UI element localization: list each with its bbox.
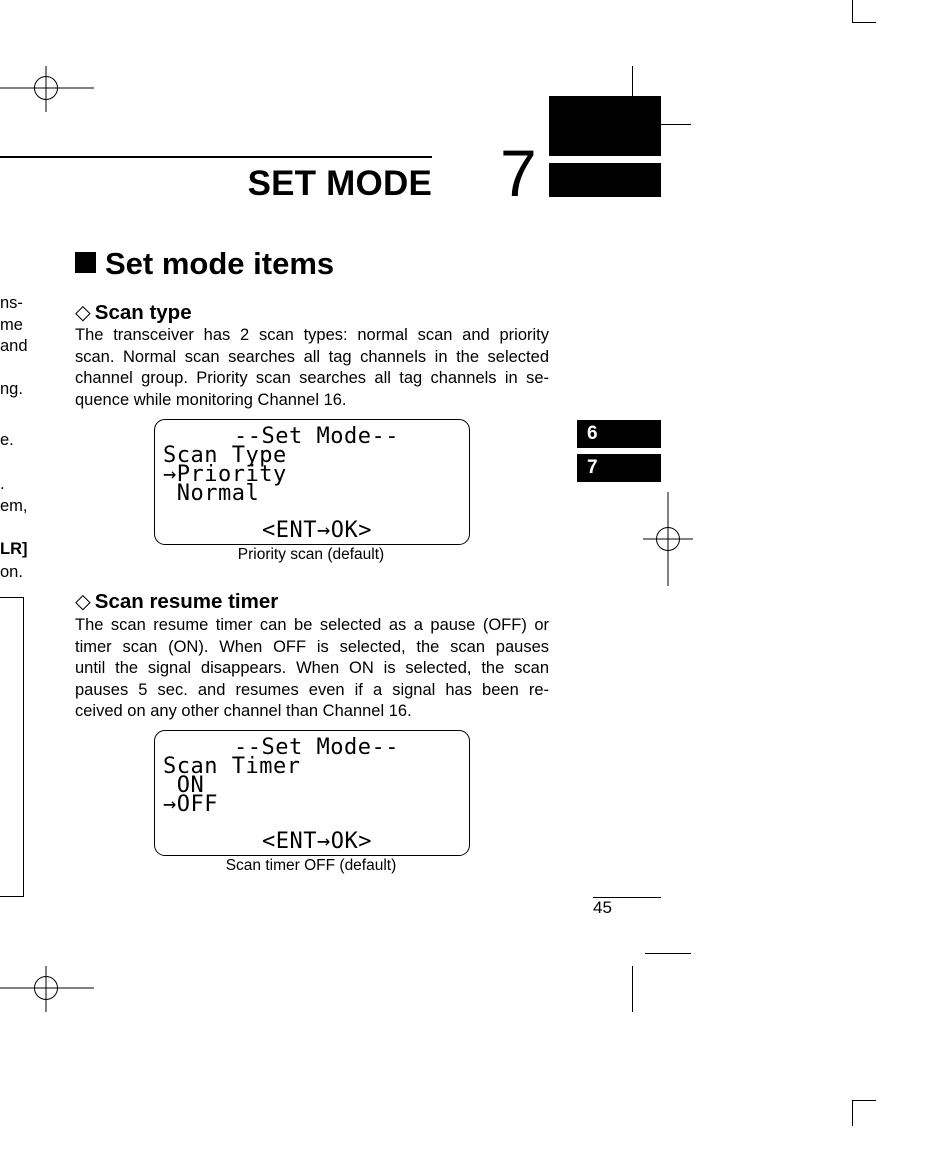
left-fragment: me: [0, 316, 23, 334]
lcd-line: ON: [163, 773, 205, 798]
body-line: channel group. Priority scan searches all tag channels in se-: [75, 369, 549, 387]
body-line: timer scan (ON). When OFF is selected, the scan pauses: [75, 637, 549, 656]
body-line: pauses 5 sec. and resumes even if a signal has been re-: [75, 680, 549, 699]
scan-type-body: [75, 325, 549, 411]
body-line: quence while monitoring Channel 16.: [75, 390, 347, 409]
square-bullet-icon: [75, 252, 96, 273]
scan-type-caption: Priority scan (default): [237, 546, 385, 563]
scan-timer-caption: Scan timer OFF (default): [225, 857, 397, 874]
scan-type-heading: [75, 300, 192, 326]
chapter-tab-block: [549, 96, 661, 156]
diamond-icon: ◇: [75, 590, 91, 613]
crop-mark-bottom-right-h: [852, 1100, 876, 1101]
trim-tick-top: [632, 66, 633, 96]
header-rule: [0, 156, 432, 158]
left-fragment: e.: [0, 431, 14, 449]
lcd-line: <ENT→OK>: [262, 829, 372, 854]
lcd-line: --Set Mode--: [234, 424, 399, 449]
registration-mark-right: [643, 492, 693, 586]
left-fragment: and: [0, 337, 28, 355]
lcd-display-scan-timer: [154, 730, 470, 856]
left-fragment-box: [0, 597, 24, 897]
left-fragment: on.: [0, 563, 23, 581]
lcd-line: Scan Type: [163, 443, 287, 468]
crop-mark-top-right: [852, 0, 853, 23]
left-fragment: ng.: [0, 380, 23, 398]
left-fragment: em,: [0, 497, 28, 515]
section-title-text: Set mode items: [105, 246, 335, 281]
crop-mark-bottom-right: [852, 1100, 853, 1126]
lcd-line: <ENT→OK>: [262, 518, 372, 543]
body-line: scan. Normal scan searches all tag channels in the selected: [75, 347, 549, 366]
crop-mark-top-right-h: [852, 22, 876, 23]
page-title: SET MODE: [247, 164, 432, 203]
scan-resume-timer-body: [75, 615, 549, 723]
trim-tick-bottom-h: [645, 953, 691, 954]
section-title: [75, 244, 334, 284]
lcd-line: Scan Timer: [163, 754, 301, 779]
lcd-line: Normal: [163, 481, 260, 506]
side-tab-7[interactable]: 7: [577, 454, 661, 482]
left-fragment: .: [0, 475, 5, 493]
chapter-tab-block: [549, 163, 661, 197]
side-tab-6[interactable]: 6: [577, 420, 661, 448]
lcd-display-scan-type: [154, 419, 470, 545]
scan-type-heading-text: Scan type: [94, 301, 192, 324]
lcd-line: →OFF: [163, 792, 218, 817]
body-line: ceived on any other channel than Channel 16.: [75, 702, 412, 720]
scan-resume-timer-heading-text: Scan resume timer: [94, 590, 279, 613]
registration-mark-bottom-left: [0, 966, 100, 1012]
body-line: The transceiver has 2 scan types: normal scan and priority: [75, 326, 549, 344]
page-number: 45: [593, 898, 612, 917]
chapter-number: 7: [500, 136, 537, 210]
lcd-line: --Set Mode--: [234, 735, 399, 760]
registration-mark-top-left: [0, 66, 100, 112]
body-line: The scan resume timer can be selected as a pause (OFF) or: [75, 616, 549, 634]
diamond-icon: ◇: [75, 301, 91, 324]
scan-resume-timer-heading: [75, 589, 278, 615]
body-line: until the signal disappears. When ON is selected, the scan: [75, 659, 549, 677]
trim-tick-bottom: [632, 966, 633, 1012]
lcd-line: →Priority: [163, 462, 287, 487]
left-fragment: LR]: [0, 540, 28, 558]
left-fragment: ns-: [0, 294, 23, 312]
